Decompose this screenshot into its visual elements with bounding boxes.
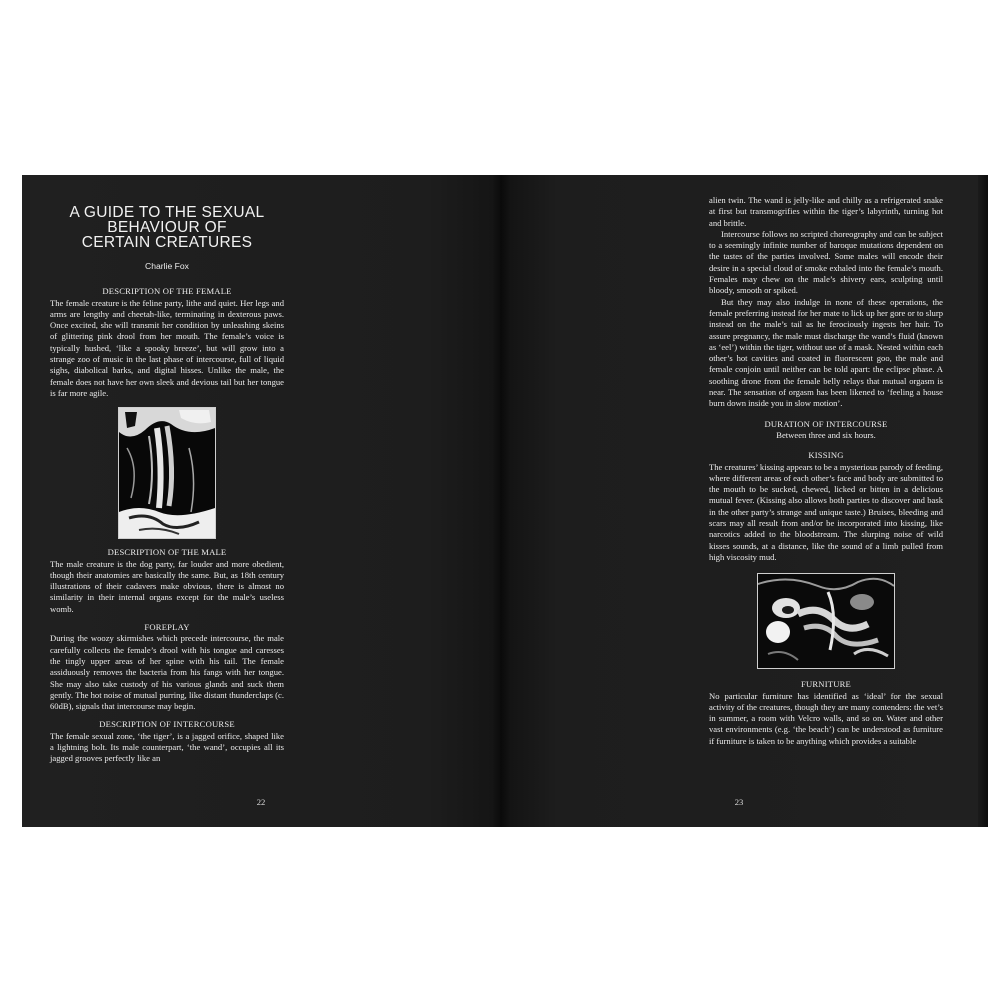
right-page [500,175,978,827]
open-book [22,175,988,827]
continued-paragraph: alien twin. The wand is jelly-like and chilly as a refrigerated snake at first but transmogrifies within the tiger’s labyrinth, turning hot and brittle. [709,195,943,228]
book-gutter [492,175,510,827]
male-paragraph: The male creature is the dog party, far louder and more obedient, though their anatomies are basically the same. But, as 18th century illustrations of their cadavers make obvious, there is almost no similarity in their internal organs except for the male’s useless womb. [50,558,284,614]
illustration-limb-photo [118,407,216,539]
left-column [50,205,284,765]
page-number-right: 23 [734,797,744,807]
illustration-creatures-photo [757,573,895,669]
article-title [50,205,284,250]
section-heading-female: DESCRIPTION OF THE FEMALE [102,286,232,297]
furniture-paragraph: No particular furniture has identified as ‘ideal’ for the sexual activity of the creatures, though they are many contenders: the vet’s in summer, a room with Velcro walls, and so on. Water and other vast environments (e.g. ‘the beach’) can be understood as furniture if furniture is taken to be anything which provides a suitable [709,690,943,746]
duration-text: Between three and six hours. [776,429,876,440]
operations-paragraph: But they may also indulge in none of these operations, the female preferring instead for her mate to lick up her gore or to slurp instead on the male’s tail as he ferociously ingests her hair. To assure pregnancy, the male must discharge the wand’s fluid (known as ‘eel’) within the tiger, without use of a mask. Nested within each other’s hot cavities and coated in fluorescent goo, the male and female conjoin until neither can be told apart: the eclipse phase. A soothing drone from the female belly relays that mutual orgasm is near. The sensation of orgasm has been likened to ‘feeling a house burn down inside you in slow motion’. [709,296,943,409]
right-column [709,195,943,747]
title-line: BEHAVIOUR OF [107,219,227,236]
intercourse-paragraph: The female sexual zone, ‘the tiger’, is a jagged orifice, shaped like a lightning bolt. Its male counterpart, ‘the wand’, occupies all its jagged grooves perfectly like an [50,730,284,764]
kissing-paragraph: The creatures’ kissing appears to be a mysterious parody of feeding, where different areas of each other’s face and body are submitted to the mouth to be sucked, chewed, licked or bitten in a delicious mutual fever. (Kissing also allows both parties to discover and bask in the other party’s strange and unique taste.) Bruises, bleeding and scars may all result from and/or be incorporated into kissing, like narcotics added to the bloodstream. The slurping noise of wild kisses sounds, at a distance, like the sound of a limb pulled from high viscosity mud. [709,461,943,562]
section-heading-duration: DURATION OF INTERCOURSE [764,418,888,429]
author-name: Charlie Fox [145,261,189,271]
title-line: A GUIDE TO THE SEXUAL [69,204,265,221]
section-heading-furniture: FURNITURE [800,679,852,690]
page-number-left: 22 [256,797,266,807]
choreography-paragraph: Intercourse follows no scripted choreography and can be subject to a seemingly infinite number of baroque mutations dependent on the tastes of the parties involved. Some males will encode their desire in a special cloud of smoke exhaled into the female’s mouth. Females may chew on the male’s shivery ears, sculpting until bloody, smooth or spiked. [709,228,943,296]
section-heading-intercourse: DESCRIPTION OF INTERCOURSE [99,719,235,730]
section-heading-male: DESCRIPTION OF THE MALE [107,547,227,558]
section-heading-kissing: KISSING [808,450,844,461]
left-page [22,175,500,827]
section-heading-foreplay: FOREPLAY [144,622,190,633]
title-line: CERTAIN CREATURES [81,234,253,251]
page-edges [978,175,988,827]
female-paragraph: The female creature is the feline party, lithe and quiet. Her legs and arms are lengthy and cheetah-like, terminating in dexterous paws. Once excited, she will transmit her condition by unleashing skeins of glittering pink drool from her mouth. The female’s voice is typically hushed, ‘like a spooky breeze’, but will grow into a strange zoo of music in the last phase of intercourse, full of liquid sighs, diabolical barks, and digital hisses. Unlike the male, the female does not have her own sleek and devious tail but her tongue is far more agile. [50,297,284,398]
foreplay-paragraph: During the woozy skirmishes which precede intercourse, the male carefully collects the female’s drool with his tongue and caresses the tingly upper areas of her spine with his tail. The female assiduously removes the bacteria from his fangs with her tongue. She may also take custody of his various glands and suck them gently. The hot noise of mutual purring, like distant thunderclaps (c. 60dB), signals that intercourse may begin. [50,633,284,712]
